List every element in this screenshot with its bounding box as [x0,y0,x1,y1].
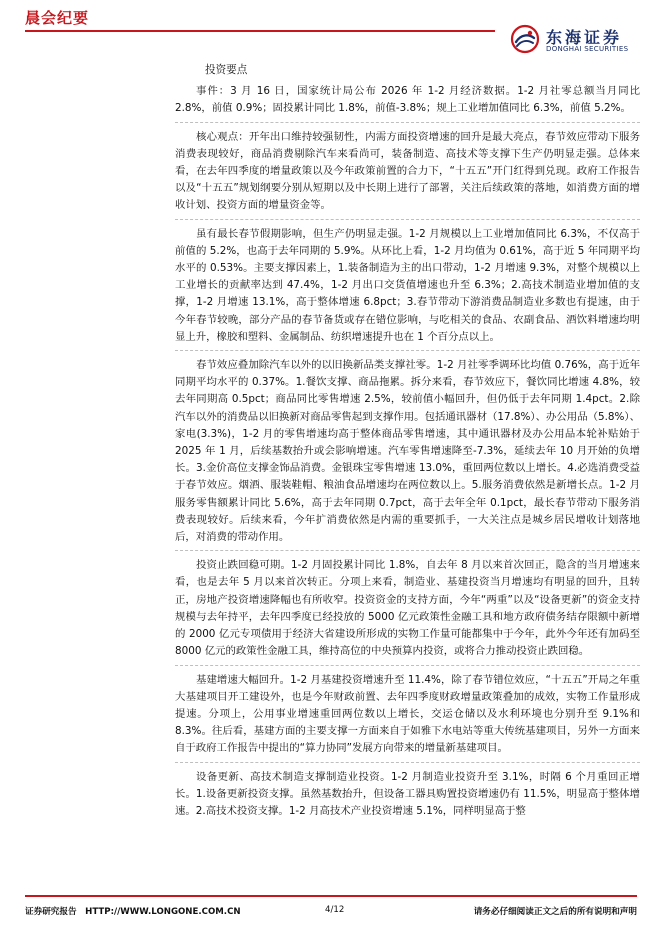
page-number: 4/12 [325,905,345,915]
footer-rule [25,895,637,897]
paragraph-core-view: 核心观点：开年出口维持较强韧性，内需方面投资增速的回升是最大亮点，春节效应带动下服务消费表现较好，商品消费剔除汽车来看尚可，装备制造、高技术等支撑下生产仍明显走强。总体来看，在去年四季度的增量政策以及今年政策前置的合力下，“十五五”开门红得到兑现。政府工作报告以及“十五五”规划纲要分别从短期以及中长期上进行了部署，关注后续政策的落地，如消费方面的增收计划、投资方面的增量资金等。 [175,130,640,212]
footer-disclaimer: 请务必仔细阅读正文之后的所有说明和声明 [473,907,637,917]
logo-name-en: DONGHAI SECURITIES [546,45,629,53]
paragraph-divider [175,350,640,351]
paragraph-divider [175,762,640,763]
header-rule [25,30,495,32]
report-body [175,62,640,824]
paragraph-divider [175,219,640,220]
logo-mark-icon [510,24,540,54]
report-type-title: 晨会纪要 [25,9,90,27]
paragraph-investment: 投资止跌回稳可期。1-2 月固投累计同比 1.8%，自去年 8 月以来首次回正，隐含的当月增速来看，也是去年 5 月以来首次转正。分项上来看，制造业、基建投资当月增速均有明显的回升，且转正，房地产投资增速降幅也有所收窄。投资资金的支持方面，今年“两重”以及“设备更新”的资金支持规模与去年持平，去年四季度已经投放的 5000 亿元政策性金融工具和地方政府债务结存限额中新增的 2000 亿元专项债用于经济大省建设所形成的实物工作量可能都集中于今年，此外今年还有加码至 8000 亿元的政策性金融工具，维持高位的中央预算内投资，或将合力推动投资止跌回稳。 [175,559,640,658]
paragraph-divider [175,122,640,123]
logo-name-cn: 东海证券 [546,28,623,47]
section-title: 投资要点 [205,64,248,76]
paragraph-divider [175,550,640,551]
paragraph-manufacturing: 设备更新、高技术制造支撑制造业投资。1-2 月制造业投资升至 3.1%，时隔 6 个月重回正增长。1.设备更新投资支撑。虽然基数抬升，但设备工器具购置投资增速仍有 11.5%，明显高于整体增速。2.高技术投资支撑。1-2 月高技术产业投资增速 5.1%，同样明显高于整 [175,770,640,817]
page-footer [25,895,637,925]
paragraph-event: 事件：3 月 16 日，国家统计局公布 2026 年 1-2 月经济数据。1-2 月社零总额当月同比 2.8%，前值 0.9%；固投累计同比 1.8%，前值-3.8%；规上工业增加值同比 6.3%，前值 5.2%。 [175,85,640,115]
paragraph-production: 虽有最长春节假期影响，但生产仍明显走强。1-2 月规模以上工业增加值同比 6.3%，不仅高于前值的 5.2%，也高于去年同期的 5.9%。从环比上看，1-2 月均值为 0.61%，高于近 5 年同期平均水平的 0.53%。主要支撑因素上，1.装备制造为主的出口带动，1-2 月增速 9.3%，对整个规模以上工业增长的贡献率达到 47.4%，1-2 月出口交货值增速也升至 6.3%；2.高技术制造业增加值的支撑，1-2 月增速 13.1%，高于整体增速 6.8pct；3.春节带动下游消费品制造业多数也有提速，由于今年春节较晚，部分产品的春节备货或存在错位影响，与吃相关的食品、农副食品、酒饮料增速均明显上升，橡胶和塑料、金属制品、纺织增速提升也在 1 个百分点以上。 [175,227,640,343]
paragraph-divider [175,665,640,666]
page-header [0,0,662,60]
paragraph-infrastructure: 基建增速大幅回升。1-2 月基建投资增速升至 11.4%，除了春节错位效应，“十五五”开局之年重大基建项目开工建设外，也是今年财政前置、去年四季度财政增量政策叠加的成效，实物工作量形成提速。分项上，公用事业增速重回两位数以上增长，交运仓储以及水利环境也分别升至 9.1%和 8.3%。往后看，基建方面的主要支撑一方面来自于如雅下水电站等重大传统基建项目，另外一方面来自于政府工作报告中提出的“算力协同”发展方向带来的增量新基建项目。 [175,673,640,755]
company-logo [510,24,640,58]
paragraph-retail-sales: 春节效应叠加除汽车以外的以旧换新品类支撑社零。1-2 月社零季调环比均值 0.76%，高于近年同期平均水平的 0.37%。1.餐饮支撑、商品拖累。拆分来看，春节效应下，餐饮同比增速 4.8%，较去年同期高 0.5pct；商品同比零售增速 2.5%，较前值小幅回升，但仍低于去年同期 1.4pct。2.除汽车以外的消费品以旧换新对商品零售起到支撑作用。包括通讯器材（17.8%）、办公用品（5.8%）、家电(3.3%)，1-2 月的零售增速均高于整体商品零售增速，其中通讯器材及办公用品本轮补贴始于 2025 年 1 月，后续基数抬升或会影响增速。汽车零售增速降至-7.3%，延续去年 10 月开始的负增长。3.金价高位支撑金饰品消费。金银珠宝零售增速 13.0%，重回两位数以上增长。4.必选消费受益于春节效应。烟酒、服装鞋帽、粮油食品增速均在两位数以上。5.服务消费依然是新增长点。1-2 月服务零售额累计同比 5.6%，高于去年同期 0.7pct，高于去年全年 0.1pct，最长春节带动下服务消费表现较好。后续来看，今年扩消费依然是内需的重要抓手，一大关注点是城乡居民增收计划落地后，对消费的带动作用。 [175,359,640,544]
footer-source: 证券研究报告 HTTP://WWW.LONGONE.COM.CN [25,907,241,917]
